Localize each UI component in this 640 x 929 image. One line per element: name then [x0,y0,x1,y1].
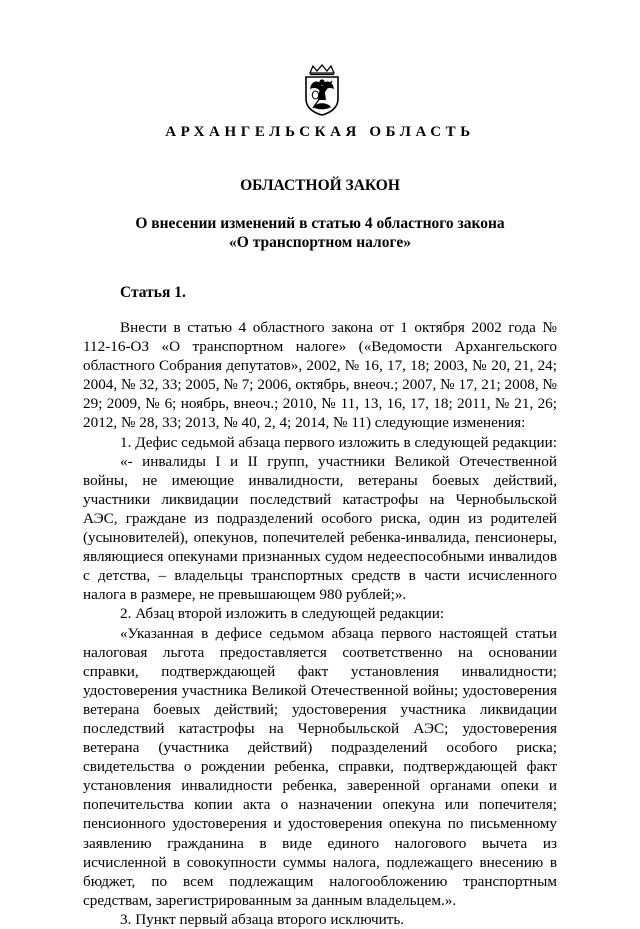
region-name: АРХАНГЕЛЬСКАЯ ОБЛАСТЬ [165,124,475,140]
body-paragraph: 2. Абзац второй изложить в следующей редакции: [120,605,445,623]
article-body [83,318,557,929]
coat-of-arms-emblem [301,64,343,116]
law-title-line-1: О внесении изменений в статью 4 областного закона [135,215,505,232]
body-paragraph: «Указанная в дефисе седьмом абзаца первого настоящей статьи налоговая льгота предоставляется соответственно на основании справки, подтверждающей факт установления инвалидности; удостоверения участника Великой Отечественной войны; удостоверения ветерана боевых действий; удостоверения участника ликвидации последствий катастрофы на Чернобыльской АЭС; удостоверения ветерана (участника действий) подразделений особого риска; свидетельства о рождении ребенка, справки, подтверждающей факт установления инвалидности ребенка, заверенной органами опеки и попечительства копии акта о назначении опекуна или попечителя; пенсионного удостоверения и удостоверения опекуна по письменному заявлению гражданина в виде единого налогового вычета из исчисленной в совокупности суммы налога, подлежащего внесению в бюджет, по всем подлежащим налогообложению транспортным средствам, зарегистрированным за данным владельцем.». [83,624,557,909]
law-title-line-2: «О транспортном налоге» [229,234,411,251]
law-title [0,214,640,252]
body-paragraph: Внести в статью 4 областного закона от 1 октября 2002 года № 112-16-ОЗ «О транспортном налоге» («Ведомости Архангельского областного Собрания депутатов», 2002, № 16, 17, 18; 2003, № 20, 21, 24; 2004, № 32, 33; 2005, № 7; 2006, октябрь, внеоч.; 2007, № 17, 21; 2008, № 29; 2009, № 6; ноябрь, внеоч.; 2010, № 11, 13, 16, 17, 18; 2011, № 21, 26; 2012, № 28, 33; 2013, № 40, 2, 4; 2014, № 11) следующие изменения: [83,319,557,432]
article-heading: Статья 1. [120,284,186,301]
body-paragraph: 1. Дефис седьмой абзаца первого изложить в следующей редакции: [120,433,557,451]
law-type: ОБЛАСТНОЙ ЗАКОН [240,177,400,194]
body-paragraph: 3. Пункт первый абзаца второго исключить. [120,910,405,928]
archangel-emblem-icon [301,64,343,116]
body-paragraph: «- инвалиды I и II групп, участники Великой Отечественной войны, не имеющие инвалидности, ветераны боевых действий, участники ликвидации последствий катастрофы на Чернобыльской АЭС, граждане из подразделений особого риска, один из родителей (усыновителей), опекунов, попечителей ребенка-инвалида, пенсионеры, являющиеся опекунами признанных судом недееспособными инвалидов с детства, – владельцы транспортных средств в части исчисленного налога в размере, не превышающем 980 рублей;». [83,452,557,604]
